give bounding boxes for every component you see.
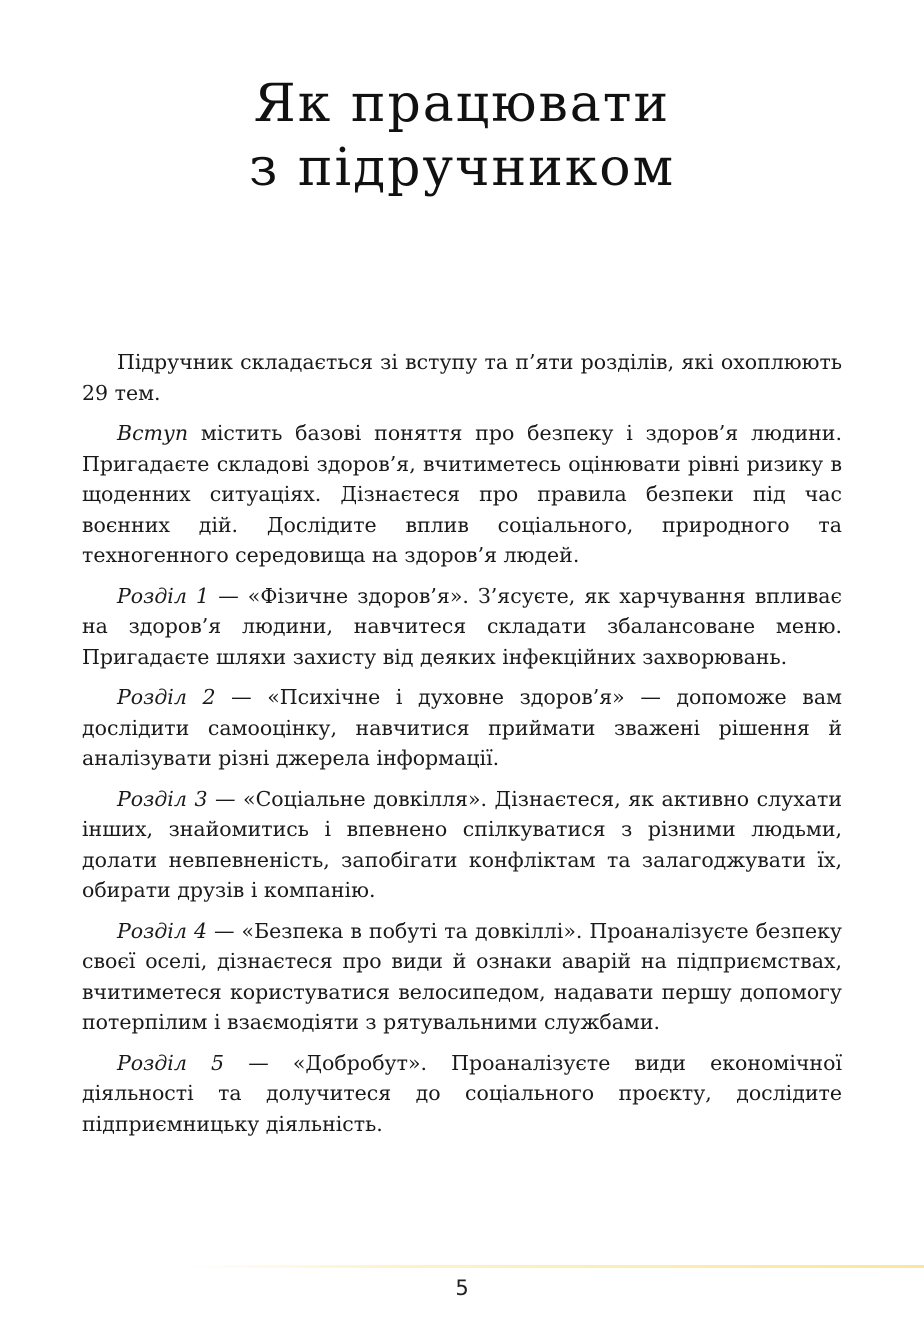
paragraph-section-1-text: — «Фізичне здоров’я». З’ясуєте, як харчування впливає на здоров’я людини, навчитеся складати збалансоване меню. Пригадаєте шляхи захисту від деяких інфекційних захворювань. <box>82 583 842 669</box>
paragraph-section-2 <box>82 682 842 774</box>
paragraph-intro: Підручник складається зі вступу та п’яти розділів, які охоплюють 29 тем. <box>82 350 842 405</box>
page-title-line-1: Як працювати <box>253 74 671 134</box>
paragraph-section-4-text: — «Безпека в побуті та довкіллі». Проаналізуєте безпеку своєї оселі, дізнаєтеся про види й ознаки аварій на підприємствах, вчитиметеся користуватися велосипедом, надавати першу допомогу потерпілим і взаємодіяти з рятувальними службами. <box>82 918 842 1034</box>
paragraph-section-3-text: — «Соціальне довкілля». Дізнаєтеся, як активно слухати інших, знайомитись і впевнено спілкуватися з різними людьми, долати невпевненість, запобігати конфліктам та залагоджувати їх, обирати друзів і компанію. <box>82 786 842 902</box>
paragraph-section-5 <box>82 1048 842 1140</box>
paragraph-section-3-lead: Розділ 3 <box>117 786 208 811</box>
page-title <box>0 72 924 200</box>
paragraph-section-3 <box>82 784 842 906</box>
paragraph-section-1-lead: Розділ 1 <box>117 583 210 608</box>
paragraph-vstup <box>82 418 842 571</box>
paragraph-section-4 <box>82 916 842 1038</box>
paragraph-section-4-lead: Розділ 4 <box>117 918 207 943</box>
footer-divider <box>180 1265 924 1268</box>
main-text <box>82 347 842 1149</box>
page-number: 5 <box>455 1276 469 1300</box>
paragraph-section-5-lead: Розділ 5 <box>117 1050 225 1075</box>
paragraph-section-1 <box>82 581 842 673</box>
paragraph-section-2-text: — «Психічне і духовне здоров’я» — допоможе вам дослідити самооцінку, навчитися приймати зважені рішення й аналізувати різні джерела інформації. <box>82 685 842 770</box>
paragraph-section-2-lead: Розділ 2 <box>117 685 216 709</box>
paragraph-vstup-text: містить базові поняття про безпеку і здоров’я людини. Пригадаєте складові здоров’я, вчитиметесь оцінювати рівні ризику в щоденних ситуаціях. Дізнаєтеся про правила безпеки під час воєнних дій. Дослідите вплив соціального, природного та техногенного середовища на здоров’я людей. <box>82 421 842 567</box>
page-title-line-2: з підручником <box>248 138 676 198</box>
paragraph-vstup-lead: Вступ <box>117 421 189 445</box>
paragraph-section-5-text: — «Добробут». Проаналізуєте види економічної діяльності та долучитеся до соціального проєкту, дослідите підприємницьку діяльність. <box>82 1050 842 1136</box>
